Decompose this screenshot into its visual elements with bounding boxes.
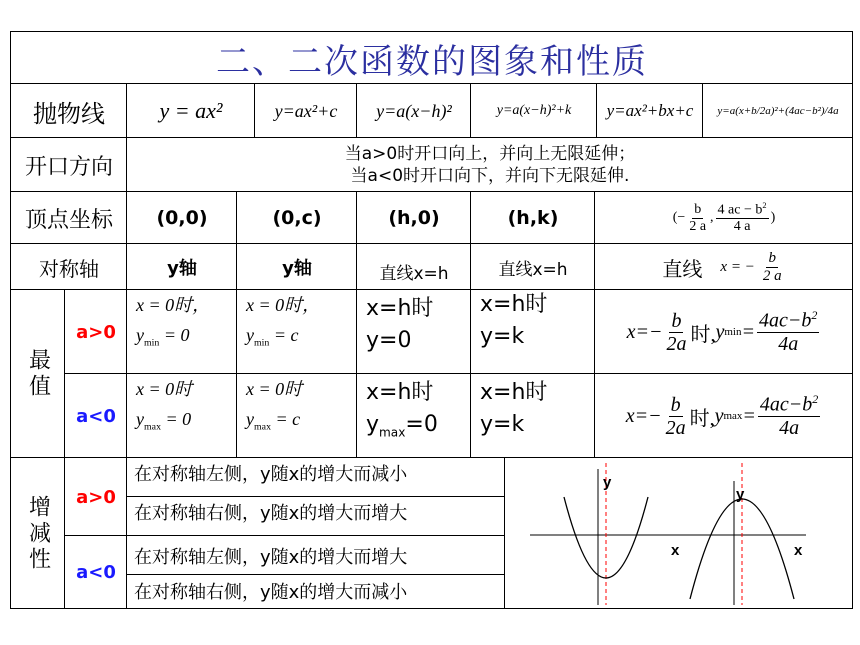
vertex-general xyxy=(596,193,852,243)
axis-label: 对称轴 xyxy=(39,256,99,281)
extreme-pos-3-l2: y=0 xyxy=(366,328,412,353)
form-4: y=a(x−h)²+k xyxy=(496,103,572,118)
graph2-x-label: x xyxy=(794,542,803,559)
vertex-x-den: 2 a xyxy=(689,218,707,234)
vertex-1: (0,0) xyxy=(156,207,208,229)
opening-label: 开口方向 xyxy=(24,154,113,180)
extreme-pos-4-l1: x=h时 xyxy=(480,292,548,317)
extreme-pos-1 xyxy=(128,291,236,373)
extreme-neg-3 xyxy=(358,375,470,457)
axis-general-text: 直线 xyxy=(662,256,703,281)
extreme-neg-2 xyxy=(238,375,356,457)
axis-2: y轴 xyxy=(282,258,312,279)
opening-line-1: 当a>0时开口向上，并向上无限延伸； xyxy=(344,143,636,164)
form-5: y=ax²+bx+c xyxy=(606,101,694,120)
opening-line-2: 当a<0时开口向下，并向下无限延伸. xyxy=(350,166,630,186)
axis-general-den: 2 a xyxy=(762,267,782,284)
vertex-y-fraction xyxy=(716,201,769,234)
vertex-y-num: 4 ac − $b^2$ xyxy=(717,201,767,218)
extreme-neg-3-l2: $y_{max}=0$ xyxy=(366,412,438,440)
parabola-graphs xyxy=(506,459,852,607)
opening-text xyxy=(128,139,852,191)
form-6: y=a(x+b/2a)²+(4ac−b²)/4a xyxy=(717,105,839,117)
graph1-parabola xyxy=(564,497,648,578)
axis-general-eq: x = − xyxy=(720,258,755,275)
vertex-y-den: 4 a xyxy=(733,219,751,235)
extreme-pos-y-fraction: $\frac{4ac-b^2}{4a}$ xyxy=(759,308,818,355)
vertex-comma: , xyxy=(710,210,714,225)
vertex-2: (0,c) xyxy=(272,207,322,229)
extreme-neg-4 xyxy=(472,375,594,457)
extreme-neg-2-l1: x = 0时 xyxy=(246,379,303,399)
vertex-x-fraction xyxy=(687,202,708,234)
sign-neg-monotonic: a<0 xyxy=(76,562,116,583)
extreme-neg-4-l1: x=h时 xyxy=(480,380,548,405)
extreme-pos-1-l2: $y_{min} = 0$ xyxy=(136,325,190,349)
graph1-x-label: x xyxy=(671,542,680,559)
vertex-rparen: ) xyxy=(770,210,776,225)
monotonic-neg-left: 在对称轴左侧，y随x的增大而增大 xyxy=(134,547,408,568)
form-1: y = ax² xyxy=(159,98,223,123)
extreme-pos-x-fraction: $\frac{b}{2a}$ xyxy=(666,309,687,355)
extreme-label: 最值 xyxy=(25,348,51,400)
extreme-pos-2-l2: $y_{min} = c$ xyxy=(246,325,299,349)
extreme-neg-general: x=− $\frac{b}{2a}$ 时, y max = $\frac{4ac-b^2}{4a}$ xyxy=(625,392,819,439)
monotonic-pos-right: 在对称轴右侧，y随x的增大而增大 xyxy=(134,503,408,524)
extreme-pos-3 xyxy=(358,291,470,373)
extreme-pos-3-l1: x=h时 xyxy=(366,296,434,321)
axis-1: y轴 xyxy=(167,258,197,279)
axis-general xyxy=(596,245,852,289)
sign-pos-extreme: a>0 xyxy=(76,321,116,343)
axis-general-num: b xyxy=(768,250,776,266)
extreme-neg-1-l1: x = 0时 xyxy=(136,379,193,399)
extreme-pos-1-l1: x = 0时， xyxy=(136,295,211,315)
vertex-3: (h,0) xyxy=(388,207,440,229)
graph2-y-label: y xyxy=(736,486,745,503)
monotonic-pos-left: 在对称轴左侧，y随x的增大而减小 xyxy=(134,464,408,485)
extreme-neg-y-fraction: $\frac{4ac-b^2}{4a}$ xyxy=(759,392,819,439)
extreme-pos-4 xyxy=(472,287,594,369)
extreme-neg-1 xyxy=(128,375,236,457)
graph1-y-label: y xyxy=(603,474,612,491)
extreme-neg-3-l1: x=h时 xyxy=(366,380,434,405)
vertex-4: (h,k) xyxy=(507,207,559,229)
extreme-pos-2 xyxy=(238,291,356,373)
extreme-neg-4-l2: y=k xyxy=(480,412,525,437)
extreme-neg-1-l2: $y_{max} = 0$ xyxy=(136,409,192,433)
form-3: y=a(x−h)² xyxy=(376,100,452,121)
vertex-label: 顶点坐标 xyxy=(24,207,113,233)
extreme-neg-2-l2: $y_{max} = c$ xyxy=(246,409,301,433)
extreme-pos-4-l2: y=k xyxy=(480,324,525,349)
axis-4: 直线x=h xyxy=(498,259,568,280)
extreme-neg-x-fraction: $\frac{b}{2a}$ xyxy=(665,393,686,439)
vertex-lparen: (− xyxy=(672,210,686,225)
sign-neg-extreme: a<0 xyxy=(76,405,116,427)
monotonic-neg-right: 在对称轴右侧，y随x的增大而减小 xyxy=(134,582,408,603)
axis-3: 直线x=h xyxy=(379,263,449,284)
vertex-x-num: b xyxy=(694,202,702,218)
monotonic-label: 增减性 xyxy=(25,494,51,573)
extreme-pos-2-l1: x = 0时， xyxy=(246,295,321,315)
parabola-label: 抛物线 xyxy=(33,99,105,128)
page-title: 二、二次函数的图象和性质 xyxy=(216,41,648,82)
form-2: y=ax²+c xyxy=(274,100,338,121)
axis-general-fraction xyxy=(761,250,784,284)
extreme-pos-general: x=− $\frac{b}{2a}$ 时, y min = $\frac{4ac-b^2}{4a}$ xyxy=(626,308,818,355)
sign-pos-monotonic: a>0 xyxy=(76,486,116,508)
